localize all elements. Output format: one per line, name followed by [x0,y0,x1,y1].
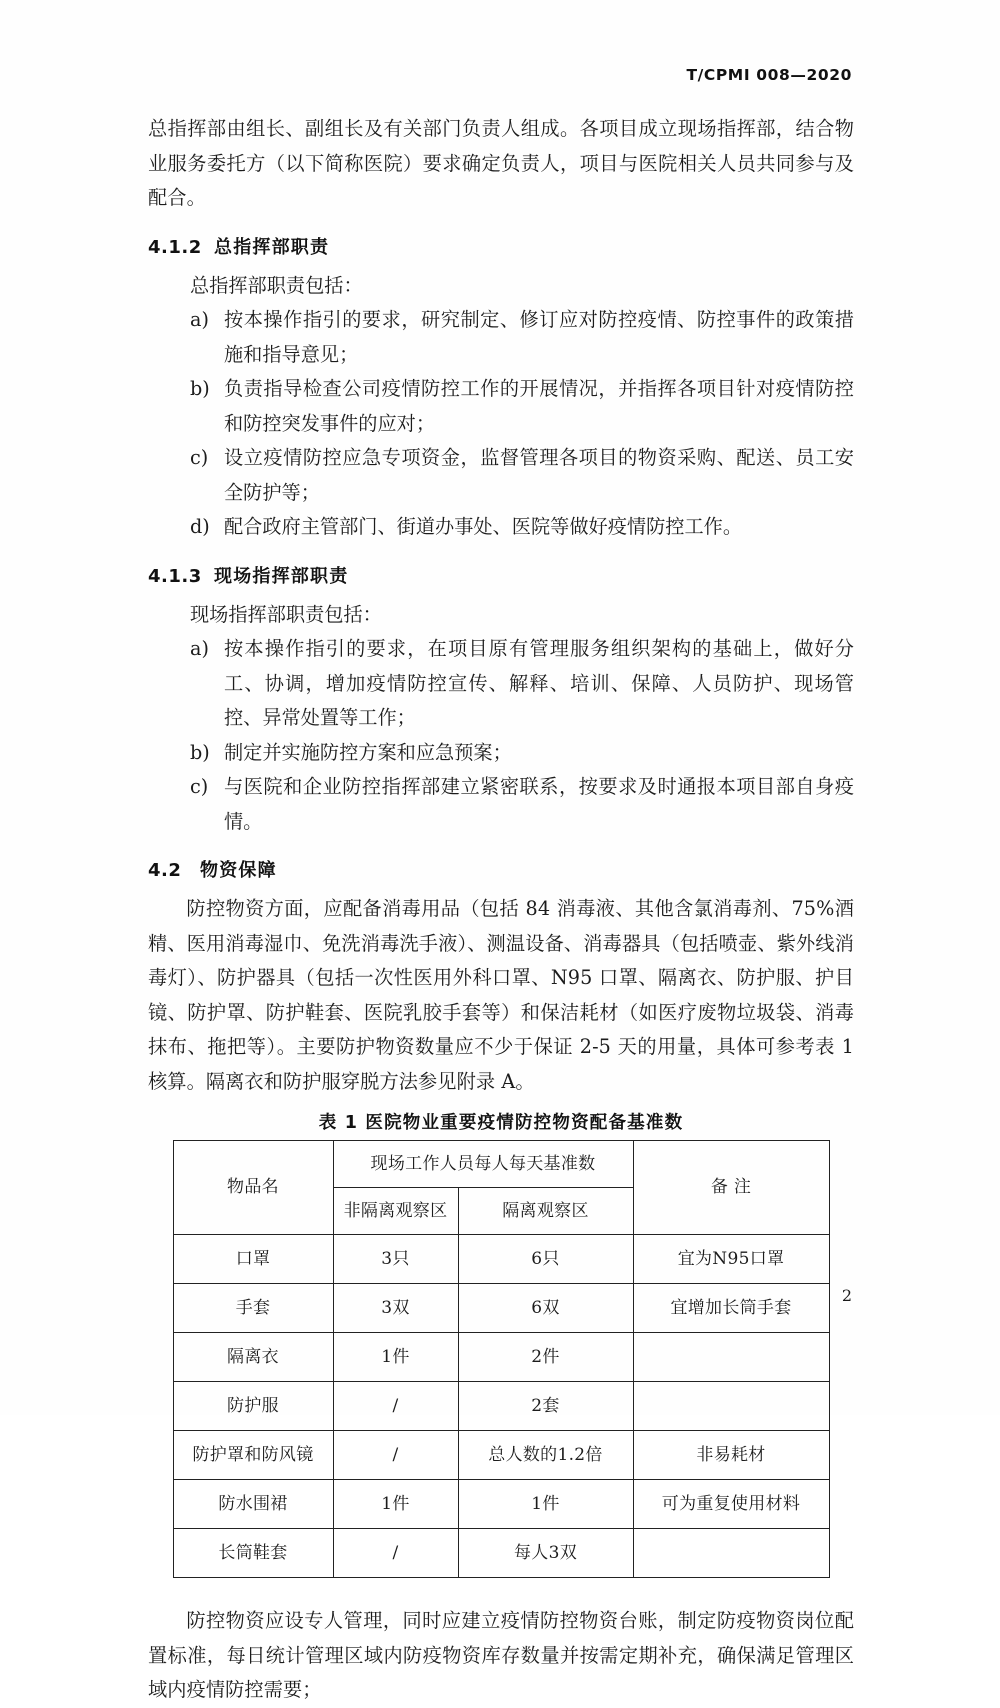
list-item [148,632,854,736]
section-number-412: 4.1.2 [148,236,202,258]
section-number-42: 4.2 [148,860,182,881]
cell-isolation: 1件 [458,1480,633,1529]
section-42-closing-paragraph: 防控物资应设专人管理，同时应建立疫情防控物资台账，制定防疫物资岗位配置标准，每日统计管理区域内防疫物资库存数量并按需定期补充，确保满足管理区域内疫情防控需要； [148,1609,854,1701]
list-marker: c) [190,775,209,798]
list-item [148,303,854,372]
cell-isolation: 2套 [458,1382,633,1431]
cell-non-isolation: 1件 [333,1333,458,1382]
page-header [148,66,852,92]
list-marker: b) [190,377,210,400]
cell-remark: 宜增加长筒手套 [633,1284,829,1333]
cell-remark: 宜为N95口罩 [633,1235,829,1284]
table-header-non-isolation: 非隔离观察区 [333,1188,458,1235]
cell-isolation: 总人数的1.2倍 [458,1431,633,1480]
list-item [148,441,854,510]
cell-isolation: 每人3双 [458,1529,633,1578]
table-caption: 表 1 医院物业重要疫情防控物资配备基准数 [318,1113,684,1133]
list-item [148,736,854,771]
page-number: 2 [841,1286,852,1305]
section-heading-413 [148,562,854,588]
cell-item: 手套 [173,1284,333,1333]
section-title-42: 物资保障 [200,860,277,881]
cell-remark [633,1382,829,1431]
opening-paragraph: 总指挥部由组长、副组长及有关部门负责人组成。各项目成立现场指挥部，结合物业服务委托方（以下简称医院）要求确定负责人，项目与医院相关人员共同参与及配合。 [148,117,854,209]
table-row [173,1382,829,1431]
table-header-group: 现场工作人员每人每天基准数 [333,1141,633,1188]
cell-non-isolation: 3只 [333,1235,458,1284]
table-header-isolation: 隔离观察区 [458,1188,633,1235]
table-row [173,1431,829,1480]
table-header-item-name: 物品名 [173,1141,333,1235]
list-marker: b) [190,740,210,764]
cell-remark: 非易耗材 [633,1431,829,1480]
cell-item: 长筒鞋套 [173,1529,333,1578]
cell-isolation: 6双 [458,1284,633,1333]
list-marker: d) [190,515,210,538]
list-item [148,372,854,441]
list-text: 制定并实施防控方案和应急预案； [224,740,512,764]
cell-isolation: 2件 [458,1333,633,1382]
cell-non-isolation: / [333,1529,458,1578]
table-row [173,1235,829,1284]
list-text: 按本操作指引的要求，在项目原有管理服务组织架构的基础上，做好分工、协调，增加疫情防控宣传、解释、培训、保障、人员防护、现场管控、异常处置等工作； [224,637,854,729]
cell-non-isolation: / [333,1382,458,1431]
table-row [173,1480,829,1529]
table-row [173,1333,829,1382]
table-header-remarks: 备 注 [633,1141,829,1235]
section-title-413: 现场指挥部职责 [214,565,349,587]
page-content [148,112,854,1708]
section-title-412: 总指挥部职责 [214,236,330,258]
list-marker: a) [190,637,209,660]
cell-isolation: 6只 [458,1235,633,1284]
list-text: 按本操作指引的要求，研究制定、修订应对防控疫情、防控事件的政策措施和指导意见； [224,308,854,366]
cell-item: 隔离衣 [173,1333,333,1382]
section-413-list [148,632,854,839]
list-marker: c) [190,446,209,469]
section-42-paragraph: 防控物资方面，应配备消毒用品（包括 84 消毒液、其他含氯消毒剂、75%酒精、医用消毒湿巾、免洗消毒洗手液）、测温设备、消毒器具（包括喷壶、紫外线消毒灯）、防护器具（包括一次性医用外科口罩、N95 口罩、隔离衣、防护服、护目镜、防护罩、防护鞋套、医院乳胶手套等）和保洁耗材（如医疗废物垃圾袋、消毒抹布、拖把等）。主要防护物资数量应不少于保证 2-5 天的用量，具体可参考表 1 核算。隔离衣和防护服穿脱方法参见附录 A。 [148,897,854,1093]
table-row [173,1284,829,1333]
cell-non-isolation: 1件 [333,1480,458,1529]
table-header-row-1 [173,1141,829,1188]
table-row [173,1529,829,1578]
list-marker: a) [190,308,209,331]
list-text: 负责指导检查公司疫情防控工作的开展情况，并指挥各项目针对疫情防控和防控突发事件的应对； [224,377,854,435]
cell-item: 防护服 [173,1382,333,1431]
list-item [148,770,854,839]
section-412-list [148,303,854,545]
list-item [148,510,854,545]
section-number-413: 4.1.3 [148,565,202,587]
section-413-intro: 现场指挥部职责包括： [190,602,382,626]
cell-remark: 可为重复使用材料 [633,1480,829,1529]
list-text: 与医院和企业防控指挥部建立紧密联系，按要求及时通报本项目部自身疫情。 [224,775,854,833]
cell-item: 防护罩和防风镜 [173,1431,333,1480]
cell-remark [633,1529,829,1578]
section-412-intro: 总指挥部职责包括： [190,273,363,297]
cell-non-isolation: 3双 [333,1284,458,1333]
list-text: 设立疫情防控应急专项资金，监督管理各项目的物资采购、配送、员工安全防护等； [224,446,854,504]
list-text: 配合政府主管部门、街道办事处、医院等做好疫情防控工作。 [224,515,743,538]
cell-non-isolation: / [333,1431,458,1480]
section-heading-42 [148,856,854,882]
cell-remark [633,1333,829,1382]
standard-number: T/CPMI 008—2020 [686,66,852,84]
cell-item: 防水围裙 [173,1480,333,1529]
cell-item: 口罩 [173,1235,333,1284]
supplies-baseline-table [173,1140,830,1578]
section-heading-412 [148,233,854,259]
